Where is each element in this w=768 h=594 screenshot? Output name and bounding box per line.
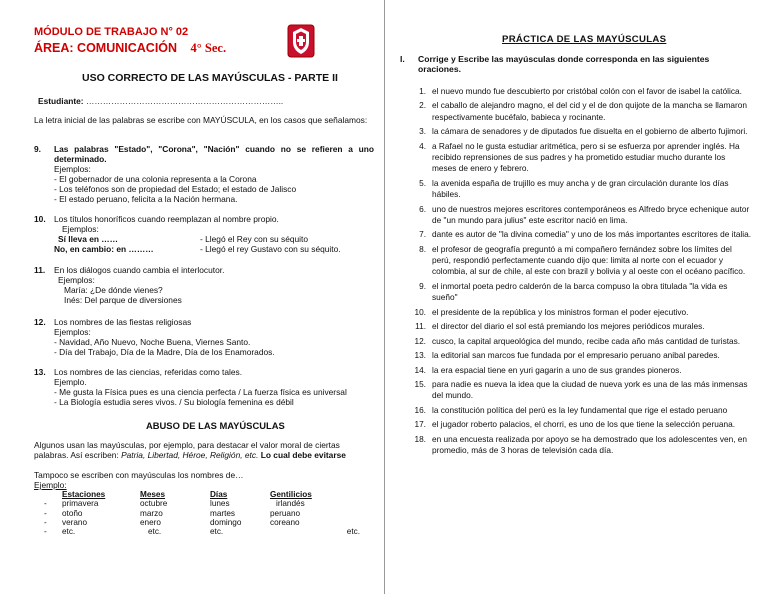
rule-10-case-b: No, en cambio: en ……… [54,244,154,254]
exercise-number: 4. [419,140,426,151]
rule-12-examples [54,328,275,358]
abuse-title: ABUSO DE LAS MAYÚSCULAS [146,420,285,431]
rule-9-example-2: - Los teléfonos son de propiedad del Estado; el estado de Jalisco [54,183,297,194]
exercise-text: en una encuesta realizada por apoyo se ha demostrado que los adolescentes ven, en promedio, más de 3 horas de televisión cada día. [432,433,748,456]
example-label: Ejemplo: [34,480,67,490]
rule-11-number: 11. [34,265,46,275]
rule-13-example-2: - La Biología estudia seres vivos. / Su biología femenina es débil [54,396,294,407]
table-cell: etc. [62,527,76,537]
rule-12-example-1: - Navidad, Año Nuevo, Noche Buena, Viernes Santo. [54,336,251,347]
exercise-item [406,321,752,332]
rule-10-case-a: Sí lleva en …… [58,234,119,244]
exercise-item [406,307,752,318]
exercise-text: el presidente de la república y los ministros forman el poder ejecutivo. [432,306,689,317]
exercise-text: cusco, la capital arqueológica del mundo, recibe cada año más cantidad de turistas. [432,335,741,346]
rule-10-examples-label: Ejemplos: [62,224,99,234]
exercise-text: el nuevo mundo fue descubierto por cristóbal colón con el favor de isabel la católica. [432,86,742,96]
table-cell: otoño [62,508,83,518]
rule-9-number: 9. [34,144,41,154]
exercise-number: 18. [414,433,426,444]
practice-instructions-text: Corrige y Escribe las mayúsculas donde corresponda en las siguientes oraciones. [418,54,710,75]
abuse-text-warning: Lo cual debe evitarse [260,449,346,460]
student-field [38,97,283,107]
table-cell: octubre [140,499,168,509]
exercise-number: 15. [414,379,426,390]
table-header-row [44,490,360,499]
exercise-item [406,350,752,361]
rule-10-example-a: - Llegó el Rey con su séquito [200,234,309,244]
exercise-text: el caballo de alejandro magno, el del cid y el de don quijote de la mancha se llamaron respectivamente bucéfalo, babieca y rocinante. [432,100,748,122]
non-capitalized-table [44,490,360,536]
rule-11-example-2: Inés: Del parque de diversiones [64,295,182,305]
exercise-item [406,86,752,97]
table-cell: coreano [270,517,300,527]
exercise-number: 14. [414,364,426,375]
exercise-item [406,281,752,304]
exercise-item [406,405,752,416]
exercise-item [406,126,752,137]
exercise-text: a Rafael no le gusta estudiar aritmética, pero si se esfuerza por aprender inglés. Ha recibido reprensiones de sus padres y ha prometido estudiar mucho durante los meses de enero y febrero. [432,140,740,174]
table-cell: etc. [346,527,360,537]
table-row: - otoño marzo martes peruano [44,509,360,518]
exercise-number: 9. [419,280,426,291]
section-title: USO CORRECTO DE LAS MAYÚSCULAS - PARTE II [82,72,338,84]
area-label: ÁREA: COMUNICACIÓN [34,41,178,55]
table-cell: etc. [148,527,162,537]
rule-9-examples [54,165,296,205]
exercise-text: uno de nuestros mejores escritores contemporáneos es Alfredo bryce echenique autor de "un mundo para julius" este escritor nació en lima. [432,203,750,225]
practice-title: PRÁCTICA DE LAS MAYÚSCULAS [502,34,667,45]
exercise-number: 2. [419,100,426,111]
table-cell: lunes [210,499,230,509]
rule-9-examples-label: Ejemplos: [54,164,91,174]
exercise-text: el jugador roberto palacios, el chorri, es uno de los que tiene la selección peruana. [432,419,736,430]
table-row: - verano enero domingo coreano [44,518,360,527]
exercise-number: 11. [415,321,426,332]
exercise-number: 1. [419,86,426,96]
exercise-item [406,365,752,376]
exercise-number: 12. [414,335,426,346]
rule-9-text: Las palabras "Estado", "Corona", "Nación" cuando no se refieren a uno determinado. [54,144,374,164]
table-cell: peruano [270,508,301,518]
exercise-item [406,229,752,240]
practice-instructions [400,54,752,75]
exercise-text: la constitución política del perú es la ley fundamental que rige el estado peruano [432,404,728,415]
rule-12-examples-label: Ejemplos: [54,327,91,337]
exercise-item [406,434,752,457]
rule-13-text: Los nombres de las ciencias, referidas como tales. [54,367,243,377]
rule-11-text: En los diálogos cuando cambia el interlocutor. [54,265,225,275]
exercise-text: la avenida españa de trujillo es muy ancha y de gran circulación durante los días hábiles. [432,177,729,200]
exercise-item [406,336,752,347]
table-header: Gentilicios [270,490,312,499]
rule-9-example-1: - El gobernador de una colonia representa a la Corona [54,173,257,184]
area-title [34,41,226,56]
rule-13-number: 13. [34,367,46,377]
table-cell: marzo [140,508,163,518]
rule-11-examples-label: Ejemplos: [58,275,95,285]
exercise-text: la editorial san marcos fue fundada por el empresario peruano anibal paredes. [432,350,720,361]
rule-10-text: Los títulos honoríficos cuando reemplazan al nombre propio. [54,214,279,224]
exercise-number: 10. [414,306,426,317]
tampoco-text: Tampoco se escriben con mayúsculas los nombres de… [34,470,244,480]
exercise-item [406,100,752,123]
exercise-list [406,86,752,460]
exercise-number: 17. [414,419,426,430]
exercise-number: 16. [414,404,426,415]
rule-12-example-2: - Día del Trabajo, Día de la Madre, Día de los Enamorados. [54,346,275,357]
rule-11-example-1: María: ¿De dónde vienes? [64,285,163,295]
table-cell: irlandés [276,499,305,509]
table-cell: enero [140,517,161,527]
exercise-number: 7. [419,229,426,240]
exercise-number: 8. [419,243,426,254]
table-cell: verano [62,517,88,527]
table-cell: etc. [210,527,224,537]
exercise-item [406,244,752,278]
exercise-text: dante es autor de "la divina comedia" y uno de los más importantes escritores de italia. [432,229,752,240]
rule-13-example-1: - Me gusta la Física pues es una ciencia perfecta / La fuerza física es universal [54,386,347,397]
exercise-text: el director del diario el sol está premiando los mejores periódicos murales. [432,321,705,332]
rule-9-example-3: - El estado peruano, felicita a la Nación hermana. [54,193,238,204]
exercise-text: el profesor de geografía preguntó a mi compañero fernández sobre los límites del perú, respondió perfectamente cuando dijo que: limita al norte con el ecuador y colombia, al sur de chile, al este con brazil y bolivia y al oeste con el océano pacífico. [432,243,746,277]
exercise-text: la cámara de senadores y de diputados fue disuelta en el gobierno de alberto fujimori. [432,126,748,137]
table-cell: primavera [62,499,99,509]
exercise-text: el inmortal poeta pedro calderón de la barca compuso la obra titulada "la vida es sueño" [432,280,728,303]
exercise-number: 3. [419,126,426,137]
student-line: …………………………………………………………….. [85,96,284,106]
table-header: Días [210,490,228,499]
column-divider [384,0,385,594]
rule-12-text: Los nombres de las fiestas religiosas [54,317,192,327]
exercise-item [406,141,752,175]
exercise-number: 6. [419,203,426,214]
exercise-item [406,419,752,430]
intro-text: La letra inicial de las palabras se escribe con MAYÚSCULA, en los casos que señalamos: [34,115,368,125]
student-label: Estudiante: [38,96,84,106]
exercise-item [406,379,752,402]
module-title: MÓDULO DE TRABAJO N° 02 [34,26,189,38]
table-cell: domingo [210,517,242,527]
rule-12-number: 12. [34,317,46,327]
abuse-text-main: Algunos usan las mayúsculas, por ejemplo, para destacar el valor moral de ciertas palabras. Así escriben: [34,440,340,460]
exercise-number: 5. [419,177,426,188]
table-header: Meses [140,490,166,499]
grade-label: 4° Sec. [190,41,227,55]
table-cell: martes [210,508,236,518]
rule-10-example-b: - Llegó el rey Gustavo con su séquito. [200,244,341,254]
school-crest-icon [287,24,315,58]
exercise-text: para nadie es nueva la idea que la ciudad de nueva york es una de las más inmensas del mundo. [432,379,748,401]
table-row: - etc. etc. etc. etc. [44,527,360,537]
abuse-text-examples: Patria, Libertad, Héroe, Religión, etc. [121,449,259,460]
exercise-item [406,204,752,227]
rule-13-examples-label: Ejemplo. [54,377,87,387]
table-row: - primavera octubre lunes irlandés [44,499,360,508]
table-header: Estaciones [62,490,106,499]
exercise-item [406,178,752,201]
exercise-number: 13. [414,350,426,361]
rule-10-number: 10. [34,214,46,224]
exercise-text: la era espacial tiene en yuri gagarin a uno de sus grandes pioneros. [432,364,682,375]
abuse-text [34,441,374,461]
rule-13-examples [54,378,374,408]
practice-instructions-number: I. [400,54,405,64]
